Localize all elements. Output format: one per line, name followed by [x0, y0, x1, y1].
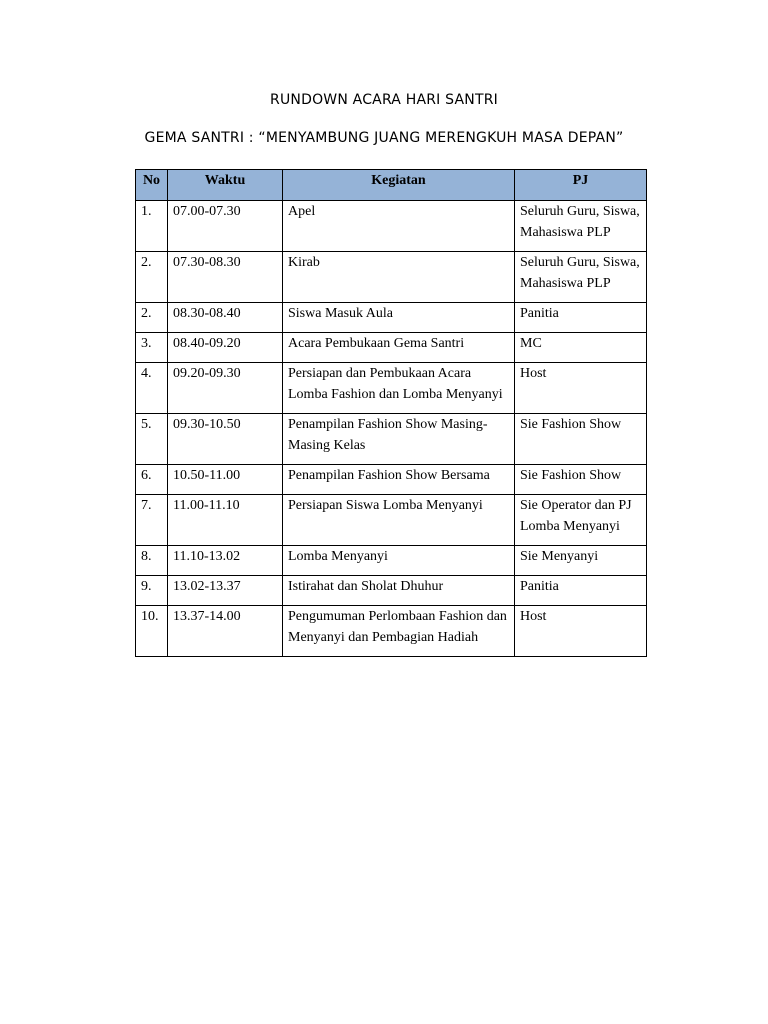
- cell-kegiatan: Siswa Masuk Aula: [283, 303, 515, 333]
- table-row: [136, 201, 647, 252]
- document-subtitle: GEMA SANTRI : “MENYAMBUNG JUANG MERENGKUH MASA DEPAN”: [144, 130, 624, 146]
- cell-no: 9.: [136, 576, 168, 606]
- table-header-row: [136, 170, 647, 201]
- cell-pj: Panitia: [515, 576, 647, 606]
- cell-pj: Seluruh Guru, Siswa, Mahasiswa PLP: [515, 201, 647, 252]
- cell-waktu: 08.30-08.40: [168, 303, 283, 333]
- cell-waktu: 13.02-13.37: [168, 576, 283, 606]
- cell-pj: Sie Fashion Show: [515, 465, 647, 495]
- header-no: No: [136, 170, 168, 201]
- table-row: [136, 363, 647, 414]
- cell-kegiatan: Penampilan Fashion Show Masing-Masing Kelas: [283, 414, 515, 465]
- cell-kegiatan: Pengumuman Perlombaan Fashion dan Menyanyi dan Pembagian Hadiah: [283, 606, 515, 657]
- cell-no: 7.: [136, 495, 168, 546]
- cell-pj: Sie Menyanyi: [515, 546, 647, 576]
- cell-waktu: 07.00-07.30: [168, 201, 283, 252]
- table-row: [136, 606, 647, 657]
- table-row: [136, 576, 647, 606]
- cell-no: 3.: [136, 333, 168, 363]
- rundown-table: [135, 169, 647, 657]
- cell-kegiatan: Kirab: [283, 252, 515, 303]
- cell-pj: Host: [515, 363, 647, 414]
- cell-kegiatan: Apel: [283, 201, 515, 252]
- cell-waktu: 09.30-10.50: [168, 414, 283, 465]
- cell-kegiatan: Acara Pembukaan Gema Santri: [283, 333, 515, 363]
- cell-pj: Host: [515, 606, 647, 657]
- cell-no: 8.: [136, 546, 168, 576]
- cell-no: 6.: [136, 465, 168, 495]
- cell-waktu: 09.20-09.30: [168, 363, 283, 414]
- header-waktu: Waktu: [168, 170, 283, 201]
- cell-kegiatan: Persiapan Siswa Lomba Menyanyi: [283, 495, 515, 546]
- table-row: [136, 252, 647, 303]
- cell-waktu: 13.37-14.00: [168, 606, 283, 657]
- cell-kegiatan: Penampilan Fashion Show Bersama: [283, 465, 515, 495]
- table-row: [136, 465, 647, 495]
- table-row: [136, 303, 647, 333]
- table-row: [136, 414, 647, 465]
- cell-waktu: 11.10-13.02: [168, 546, 283, 576]
- cell-waktu: 11.00-11.10: [168, 495, 283, 546]
- cell-pj: Panitia: [515, 303, 647, 333]
- table-row: [136, 333, 647, 363]
- header-kegiatan: Kegiatan: [283, 170, 515, 201]
- table-row: [136, 495, 647, 546]
- cell-pj: Seluruh Guru, Siswa, Mahasiswa PLP: [515, 252, 647, 303]
- table-row: [136, 546, 647, 576]
- cell-no: 1.: [136, 201, 168, 252]
- cell-pj: Sie Fashion Show: [515, 414, 647, 465]
- cell-no: 5.: [136, 414, 168, 465]
- cell-no: 10.: [136, 606, 168, 657]
- cell-pj: Sie Operator dan PJ Lomba Menyanyi: [515, 495, 647, 546]
- cell-no: 4.: [136, 363, 168, 414]
- document-title: RUNDOWN ACARA HARI SANTRI: [270, 92, 498, 108]
- cell-no: 2.: [136, 252, 168, 303]
- cell-waktu: 08.40-09.20: [168, 333, 283, 363]
- cell-pj: MC: [515, 333, 647, 363]
- cell-kegiatan: Persiapan dan Pembukaan Acara Lomba Fashion dan Lomba Menyanyi: [283, 363, 515, 414]
- cell-kegiatan: Istirahat dan Sholat Dhuhur: [283, 576, 515, 606]
- cell-waktu: 10.50-11.00: [168, 465, 283, 495]
- cell-kegiatan: Lomba Menyanyi: [283, 546, 515, 576]
- header-pj: PJ: [515, 170, 647, 201]
- cell-no: 2.: [136, 303, 168, 333]
- cell-waktu: 07.30-08.30: [168, 252, 283, 303]
